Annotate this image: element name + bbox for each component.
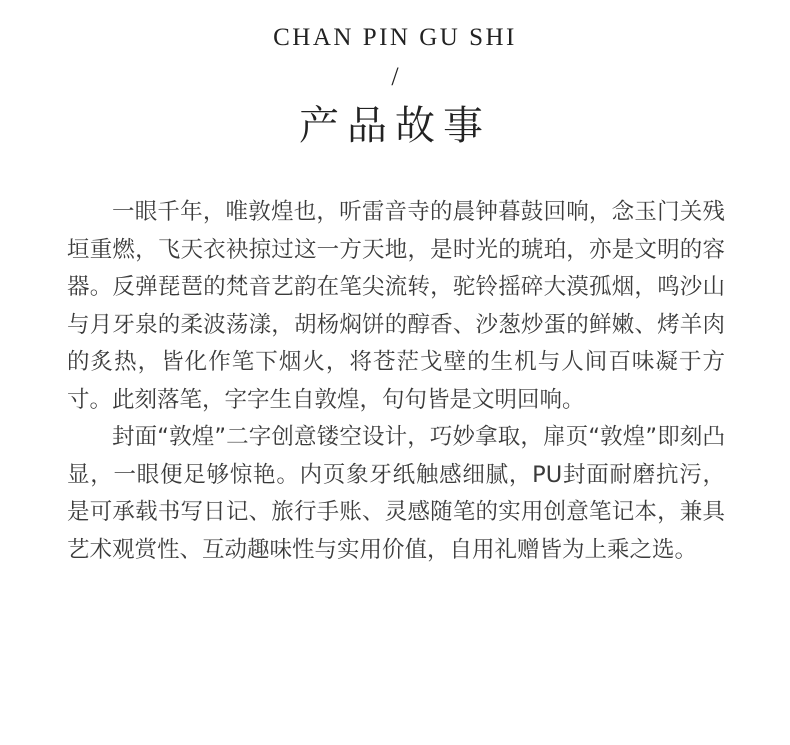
page-title: 产品故事 — [299, 103, 491, 149]
story-paragraph: 一眼千年，唯敦煌也，听雷音寺的晨钟暮鼓回响，念玉门关残垣重燃，飞天衣袂掠过这一方天地，是时光的琥珀，亦是文明的容器。反弹琵琶的梵音艺韵在笔尖流转，驼铃摇碎大漠孤烟，鸣沙山与月牙泉的柔波荡漾，胡杨焖饼的醇香、沙葱炒蛋的鲜嫩、烤羊肉的炙热，皆化作笔下烟火，将苍茫戈壁的生机与人间百味凝于方寸。此刻落笔，字字生自敦煌，句句皆是文明回响。 — [67, 199, 725, 413]
story-paragraph: 封面“敦煌”二字创意镂空设计，巧妙拿取，扉页“敦煌”即刻凸显，一眼便足够惊艳。内页象牙纸触感细腻，PU封面耐磨抗污，是可承载书写日记、旅行手账、灵感随笔的实用创意笔记本，兼具艺术观赏性、互动趣味性与实用价值，自用礼赠皆为上乘之选。 — [67, 424, 725, 563]
title-divider: / — [391, 62, 399, 91]
english-subtitle: CHAN PIN GU SHI — [273, 24, 517, 51]
story-body — [67, 194, 725, 569]
